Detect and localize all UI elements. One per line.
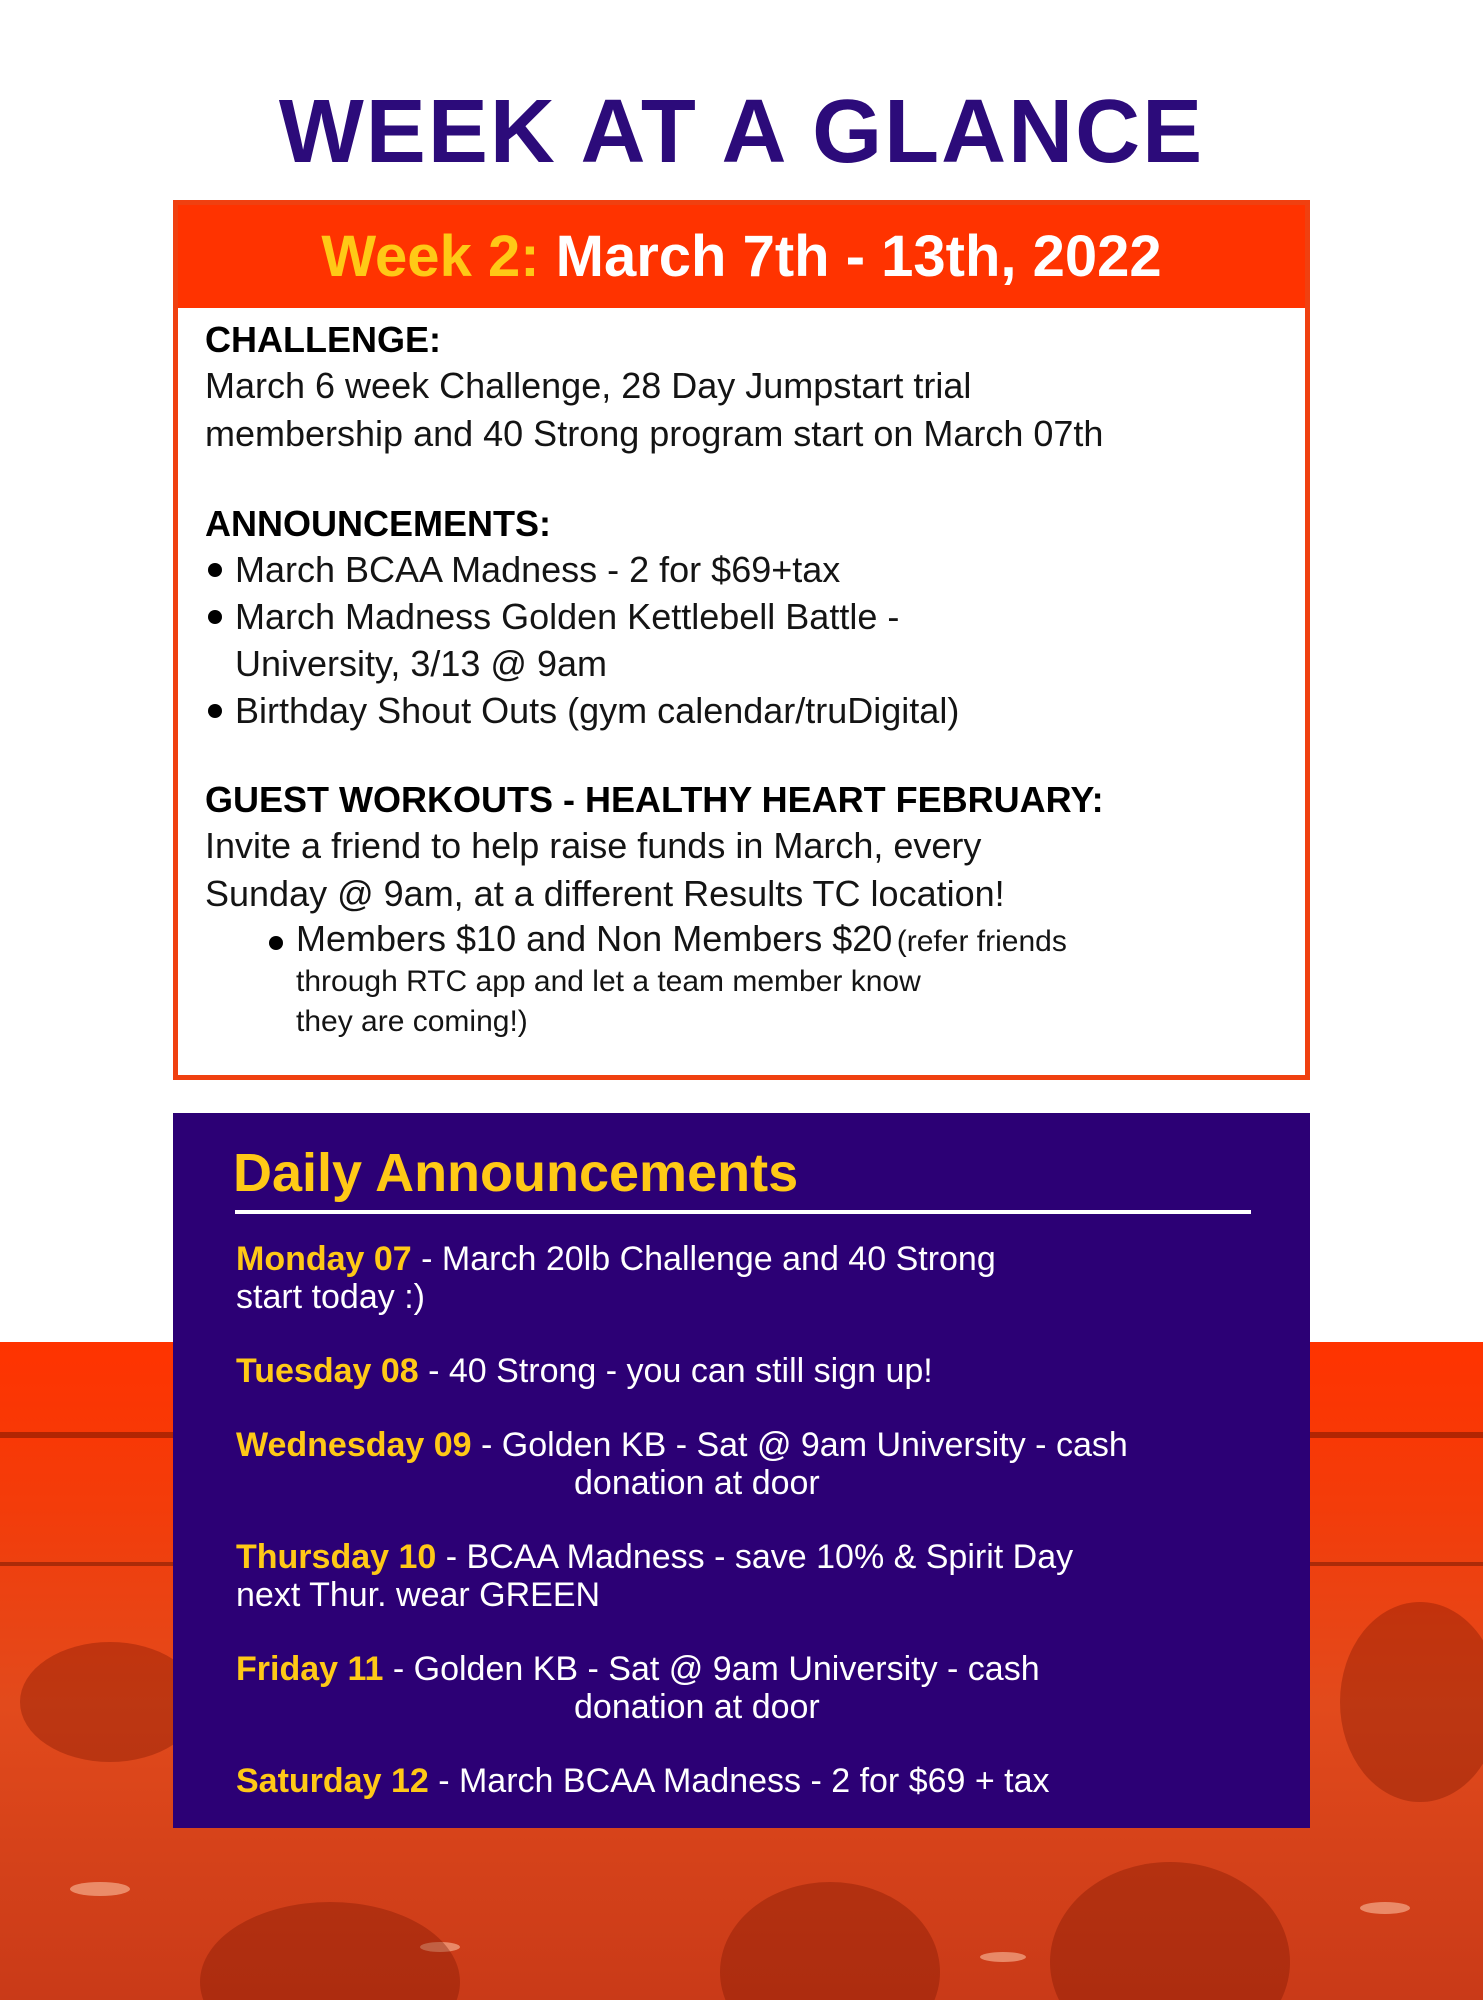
list-item: March Madness Golden Kettlebell Battle - University, 3/13 @ 9am [205, 593, 1287, 687]
guest-workouts-heading: GUEST WORKOUTS - HEALTHY HEART FEBRUARY: [205, 779, 1104, 820]
week-body [205, 318, 1287, 1042]
list-item: Birthday Shout Outs (gym calendar/truDigital) [205, 687, 1287, 734]
day-label: Thursday 10 [236, 1538, 437, 1576]
week-overview-card [173, 200, 1310, 1080]
day-label: Friday 11 [236, 1650, 384, 1688]
day-label: Monday 07 [236, 1240, 412, 1278]
bullet-icon [208, 704, 222, 718]
day-label: Saturday 12 [236, 1762, 429, 1800]
list-item: Saturday 12 - March BCAA Madness - 2 for $69 + tax [236, 1762, 1050, 1800]
challenge-heading: CHALLENGE: [205, 319, 441, 360]
list-item: Monday 07 - March 20lb Challenge and 40 Strong start today :) [236, 1240, 996, 1316]
list-item: Friday 11 - Golden KB - Sat @ 9am University - cash donation at door [236, 1650, 1040, 1726]
week-dates: March 7th - 13th, 2022 [555, 224, 1162, 289]
announcements-list [205, 546, 1287, 734]
daily-announcements-card [173, 1113, 1310, 1828]
list-item: Wednesday 09 - Golden KB - Sat @ 9am University - cash donation at door [236, 1426, 1128, 1502]
day-label: Wednesday 09 [236, 1426, 472, 1464]
list-item: March BCAA Madness - 2 for $69+tax [205, 546, 1287, 593]
day-label: Tuesday 08 [236, 1352, 419, 1390]
daily-announcements-title: Daily Announcements [233, 1143, 799, 1203]
guest-workouts-list [205, 918, 1287, 1042]
week-header [178, 205, 1305, 308]
bullet-icon [269, 936, 283, 950]
challenge-text [205, 362, 1287, 458]
list-item: Thursday 10 - BCAA Madness - save 10% & Spirit Day next Thur. wear GREEN [236, 1538, 1074, 1614]
week-label: Week 2: [321, 224, 540, 289]
list-item: Tuesday 08 - 40 Strong - you can still sign up! [236, 1352, 933, 1390]
bullet-icon [208, 610, 222, 624]
guest-workouts-text: Invite a friend to help raise funds in March, every Sunday @ 9am, at a different Results TC location! [205, 825, 1005, 914]
bullet-icon [208, 563, 222, 577]
announcements-heading: ANNOUNCEMENTS: [205, 503, 551, 544]
divider [235, 1210, 1251, 1214]
page-title: WEEK AT A GLANCE [278, 82, 1205, 182]
challenge-line: membership and 40 Strong program start on March 07th [205, 413, 1104, 454]
challenge-line: March 6 week Challenge, 28 Day Jumpstart trial [205, 365, 972, 406]
daily-announcements-list [236, 1240, 1280, 1800]
list-item: Members $10 and Non Members $20 (refer friends through RTC app and let a team member know they are coming!) [266, 918, 1287, 1042]
